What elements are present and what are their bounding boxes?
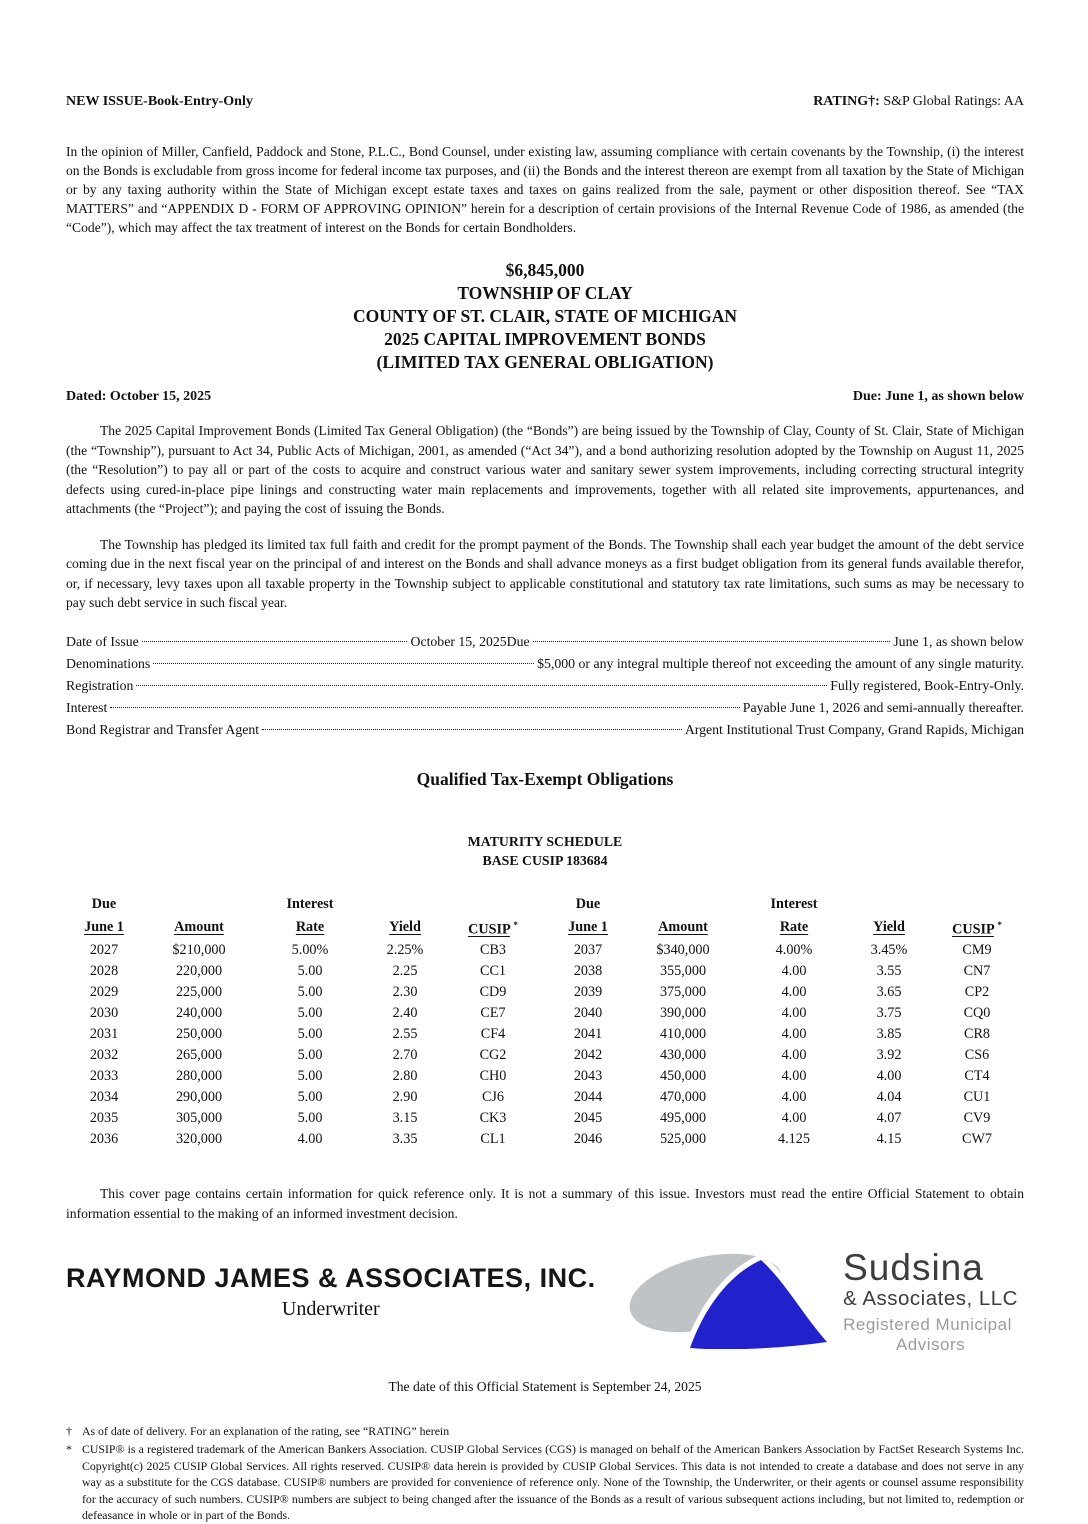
maturity-cusip: CT4 (964, 1068, 990, 1085)
maturity-yield: 3.85 (876, 1026, 902, 1043)
advisor-advisors: Advisors (895, 1334, 966, 1354)
maturity-year: 2045 (573, 1110, 603, 1127)
dot-leader (110, 707, 739, 708)
maturity-yield: 2.25 (392, 963, 418, 980)
col-amount: Amount (658, 918, 708, 935)
detail-label: Interest (66, 699, 108, 715)
maturity-table-left (68, 894, 538, 1151)
maturity-rate: 5.00 (297, 1089, 323, 1106)
maturity-amount: 410,000 (659, 1026, 707, 1043)
maturity-year: 2042 (573, 1047, 603, 1064)
col-due-june1: June 1 (84, 918, 124, 935)
col-interest-top: Interest (770, 895, 818, 912)
detail-label: Denominations (66, 655, 151, 671)
detail-rows (66, 653, 1024, 741)
detail-row (66, 697, 1024, 719)
maturity-cusip: CP2 (964, 984, 990, 1001)
col-amount: Amount (174, 918, 224, 935)
maturity-amount: 265,000 (175, 1047, 223, 1064)
maturity-cusip: CK3 (479, 1110, 507, 1127)
issuer-name: TOWNSHIP OF CLAY (457, 283, 633, 303)
maturity-row (552, 1003, 1022, 1024)
maturity-year: 2044 (573, 1089, 603, 1106)
maturity-tables (66, 894, 1024, 1151)
maturity-cusip: CS6 (964, 1047, 990, 1064)
dagger-text: As of date of delivery. For an explanation of the rating, see “RATING” herein (82, 1423, 450, 1438)
maturity-year: 2039 (573, 984, 603, 1001)
maturity-row (552, 1129, 1022, 1150)
maturity-amount: 470,000 (659, 1089, 707, 1106)
footnotes-section (66, 1423, 1024, 1524)
maturity-cusip: CD9 (479, 984, 507, 1001)
maturity-row (552, 940, 1022, 961)
maturity-yield: 2.70 (392, 1047, 418, 1064)
maturity-rate: 4.125 (778, 1131, 810, 1148)
maturity-rate: 5.00 (297, 984, 323, 1001)
detail-row (66, 675, 1024, 697)
maturity-amount: 355,000 (659, 963, 707, 980)
maturity-cusip: CE7 (480, 1005, 506, 1022)
qualified-tax-exempt-heading: Qualified Tax-Exempt Obligations (416, 768, 674, 789)
maturity-year: 2041 (573, 1026, 603, 1043)
maturity-rate: 5.00 (297, 1068, 323, 1085)
maturity-year: 2030 (89, 1005, 119, 1022)
dated-due-row (66, 389, 1024, 405)
underwriter-advisor-row (66, 1249, 1024, 1353)
detail-value: Payable June 1, 2026 and semi-annually thereafter. (742, 699, 1024, 715)
maturity-cusip: CL1 (480, 1131, 506, 1148)
maturity-rate: 4.00 (297, 1131, 323, 1148)
maturity-amount: 390,000 (659, 1005, 707, 1022)
maturity-row (68, 1108, 538, 1129)
col-rate: Rate (779, 918, 809, 935)
maturity-year: 2043 (573, 1068, 603, 1085)
maturity-row (68, 1087, 538, 1108)
new-issue-label: NEW ISSUE-Book-Entry-Only (66, 94, 253, 109)
advisor-logo-block (628, 1249, 1024, 1353)
bond-counsel-opinion-paragraph: In the opinion of Miller, Canfield, Paddock and Stone, P.L.C., Bond Counsel, under existing law, assuming compliance with certain covenants by the Township, (i) the interest on the Bonds is excludable from gross income for federal income tax purposes, and (ii) the Bonds and the interest thereon are exempt from all taxation by the State of Michigan or by any taxing authority within the State of Michigan except estate taxes and taxes on gains realized from the sale, payment or other disposition thereof. See “TAX MATTERS” and “APPENDIX D - FORM OF APPROVING OPINION” herein for a description of certain provisions of the Internal Revenue Code of 1986, as amended (the “Code”), which may affect the tax treatment of interest on the Bonds for certain Bondholders. (66, 144, 1024, 235)
maturity-amount: 250,000 (175, 1026, 223, 1043)
issue-title-block (66, 259, 1024, 374)
maturity-row (552, 961, 1022, 982)
col-interest-top: Interest (286, 895, 334, 912)
detail-label: Bond Registrar and Transfer Agent (66, 721, 260, 737)
maturity-yield: 4.15 (876, 1131, 902, 1148)
col-cusip: CUSIP * (468, 919, 518, 938)
maturity-amount: 525,000 (659, 1131, 707, 1148)
maturity-rate: 5.00 (297, 1110, 323, 1127)
official-statement-date: The date of this Official Statement is September 24, 2025 (388, 1378, 702, 1394)
advisor-registered-municipal: Registered Municipal (843, 1314, 1012, 1334)
maturity-amount: 220,000 (175, 963, 223, 980)
maturity-rate: 4.00 (781, 1005, 807, 1022)
bonds-description-paragraph: The 2025 Capital Improvement Bonds (Limited Tax General Obligation) (the “Bonds”) are being issued by the Township of Clay, County of St. Clair, State of Michigan (the “Township”), pursuant to Act 34, Public Acts of Michigan, 2001, as amended (“Act 34”), and a bond authorizing resolution adopted by the Township on August 11, 2025 (the “Resolution”) to pay all or part of the costs to acquire and construct various water and sanitary sewer system improvements, including correcting structural integrity defects using cured-in-place pipe linings and constructing water main replacements and improvements, together with all related site improvements, appurtenances, and attachments (the “Project”); and paying the cost of issuing the Bonds. (66, 423, 1024, 516)
maturity-year: 2036 (89, 1131, 119, 1148)
maturity-amount: $210,000 (172, 942, 226, 959)
maturity-rate: 4.00 (781, 1068, 807, 1085)
maturity-yield: 3.15 (392, 1110, 418, 1127)
maturity-table-right-body (552, 940, 1022, 1150)
maturity-amount: 320,000 (175, 1131, 223, 1148)
underwriter-role: Underwriter (281, 1298, 380, 1321)
underwriter-block (66, 1249, 596, 1321)
maturity-year: 2035 (89, 1110, 119, 1127)
maturity-rate: 5.00 (297, 1026, 323, 1043)
advisor-logo-text (843, 1249, 1018, 1353)
maturity-year: 2033 (89, 1068, 119, 1085)
maturity-year: 2034 (89, 1089, 119, 1106)
footnote-dagger (66, 1423, 1024, 1440)
maturity-cusip: CM9 (962, 942, 992, 959)
maturity-schedule-heading (66, 832, 1024, 870)
maturity-rate: 4.00% (775, 942, 813, 959)
issue-details-list (66, 631, 1024, 741)
issue-amount: $6,845,000 (505, 260, 585, 280)
maturity-amount: 280,000 (175, 1068, 223, 1085)
maturity-rate: 4.00 (781, 1110, 807, 1127)
maturity-row (68, 961, 538, 982)
pledge-paragraph: The Township has pledged its limited tax full faith and credit for the prompt payment of the Bonds. The Township shall each year budget the amount of the debt service coming due in the next fiscal year on the principal of and interest on the Bonds and shall advance moneys as a first budget obligation from its general funds available therefor, or, if necessary, levy taxes upon all taxable property in the Township subject to applicable constitutional and statutory tax rate limitations, such sums as may be necessary to pay such debt service in such fiscal year. (66, 536, 1024, 610)
maturity-amount: 290,000 (175, 1089, 223, 1106)
dot-leader (142, 641, 408, 642)
maturity-row (68, 1045, 538, 1066)
rating-value: S&P Global Ratings: AA (879, 94, 1024, 109)
maturity-cusip: CF4 (480, 1026, 506, 1043)
maturity-cusip: CC1 (479, 963, 507, 980)
dated-label: Dated: October 15, 2025 (66, 389, 212, 404)
maturity-cusip: CU1 (963, 1089, 991, 1106)
advisor-name: Sudsina (843, 1247, 984, 1289)
detail-value: Fully registered, Book-Entry-Only. (830, 677, 1024, 693)
maturity-cusip: CG2 (479, 1047, 507, 1064)
maturity-cusip: CR8 (963, 1026, 991, 1043)
maturity-yield: 3.75 (876, 1005, 902, 1022)
issuer-county-state: COUNTY OF ST. CLAIR, STATE OF MICHIGAN (352, 306, 738, 326)
maturity-row (552, 1108, 1022, 1129)
maturity-rate: 4.00 (781, 963, 807, 980)
maturity-yield: 3.65 (876, 984, 902, 1001)
underwriter-name: RAYMOND JAMES & ASSOCIATES, INC. (66, 1263, 596, 1294)
maturity-amount: 375,000 (659, 984, 707, 1001)
cover-page-disclaimer: This cover page contains certain information for quick reference only. It is not a summary of this issue. Investors must read the entire Official Statement to obtain information essential to the making of an informed investment decision. (66, 1186, 1024, 1221)
base-cusip-title: BASE CUSIP 183684 (482, 852, 608, 868)
maturity-table-right-header (552, 894, 1022, 941)
maturity-year: 2038 (573, 963, 603, 980)
maturity-row (552, 1066, 1022, 1087)
maturity-cusip: CW7 (962, 1131, 992, 1148)
maturity-table-left-body (68, 940, 538, 1150)
detail-value: June 1, as shown below (893, 633, 1024, 649)
maturity-rate: 5.00 (297, 1047, 323, 1064)
bond-series-name: 2025 CAPITAL IMPROVEMENT BONDS (384, 329, 706, 349)
detail-value: October 15, 2025 (410, 633, 507, 649)
rating-label: RATING†: (813, 94, 880, 109)
maturity-yield: 2.80 (392, 1068, 418, 1085)
star-symbol: * (66, 1442, 72, 1457)
maturity-yield: 3.35 (392, 1131, 418, 1148)
maturity-yield: 4.04 (876, 1089, 902, 1106)
top-header-row (66, 94, 1024, 110)
maturity-rate: 4.00 (781, 1026, 807, 1043)
maturity-year: 2037 (573, 942, 603, 959)
maturity-yield: 2.90 (392, 1089, 418, 1106)
maturity-amount: 240,000 (175, 1005, 223, 1022)
maturity-rate: 4.00 (781, 1047, 807, 1064)
maturity-yield: 2.30 (392, 984, 418, 1001)
maturity-rate: 5.00% (291, 942, 329, 959)
maturity-row (552, 1045, 1022, 1066)
detail-row-date-of-issue-and-due (66, 631, 1024, 653)
maturity-yield: 2.25% (386, 942, 424, 959)
maturity-amount: 450,000 (659, 1068, 707, 1085)
advisor-llc: & Associates, LLC (843, 1287, 1018, 1311)
col-due-top: Due (575, 895, 601, 912)
maturity-row (552, 982, 1022, 1003)
maturity-rate: 5.00 (297, 1005, 323, 1022)
col-due-top: Due (91, 895, 117, 912)
maturity-amount: 495,000 (659, 1110, 707, 1127)
detail-value: $5,000 or any integral multiple thereof not exceeding the amount of any single maturity. (537, 655, 1024, 671)
maturity-row (68, 1003, 538, 1024)
detail-row (66, 719, 1024, 741)
detail-row (66, 653, 1024, 675)
maturity-year: 2028 (89, 963, 119, 980)
maturity-yield: 2.55 (392, 1026, 418, 1043)
maturity-yield: 3.92 (876, 1047, 902, 1064)
maturity-year: 2040 (573, 1005, 603, 1022)
maturity-yield: 4.07 (876, 1110, 902, 1127)
maturity-cusip: CQ0 (963, 1005, 991, 1022)
rating-line (813, 94, 1024, 110)
maturity-amount: 305,000 (175, 1110, 223, 1127)
detail-label: Date of Issue (66, 633, 139, 649)
due-label: Due: June 1, as shown below (852, 389, 1024, 404)
col-due-june1: June 1 (568, 918, 608, 935)
maturity-year: 2031 (89, 1026, 119, 1043)
cusip-footnote-marker: * (513, 919, 518, 930)
maturity-row (552, 1024, 1022, 1045)
maturity-amount: 225,000 (175, 984, 223, 1001)
maturity-yield: 3.55 (876, 963, 902, 980)
maturity-rate: 4.00 (781, 984, 807, 1001)
maturity-table-right (552, 894, 1022, 1151)
dagger-symbol: † (66, 1423, 72, 1438)
maturity-yield: 3.45% (870, 942, 908, 959)
footnote-star (66, 1441, 1024, 1524)
detail-label: Registration (66, 677, 134, 693)
detail-date-of-issue (66, 631, 507, 653)
maturity-yield: 2.40 (392, 1005, 418, 1022)
maturity-amount: $340,000 (656, 942, 710, 959)
maturity-rate: 5.00 (297, 963, 323, 980)
maturity-cusip: CN7 (963, 963, 991, 980)
maturity-schedule-title: MATURITY SCHEDULE (467, 833, 623, 849)
maturity-cusip: CV9 (963, 1110, 991, 1127)
dot-leader (136, 685, 827, 686)
sudsina-swoosh-logo-icon (628, 1249, 833, 1349)
maturity-rate: 4.00 (781, 1089, 807, 1106)
maturity-cusip: CB3 (479, 942, 507, 959)
dot-leader (533, 641, 891, 642)
col-yield: Yield (389, 918, 421, 935)
maturity-year: 2027 (89, 942, 119, 959)
col-yield: Yield (873, 918, 905, 935)
detail-label: Due (506, 633, 530, 649)
dot-leader (153, 663, 534, 664)
bond-obligation-type: (LIMITED TAX GENERAL OBLIGATION) (376, 352, 714, 372)
col-rate: Rate (295, 918, 325, 935)
maturity-row (68, 1066, 538, 1087)
maturity-year: 2029 (89, 984, 119, 1001)
maturity-table-left-header (68, 894, 538, 941)
maturity-row (68, 1024, 538, 1045)
maturity-row (68, 940, 538, 961)
detail-value: Argent Institutional Trust Company, Grand Rapids, Michigan (684, 721, 1024, 737)
maturity-row (68, 1129, 538, 1150)
detail-due (507, 631, 1024, 653)
maturity-yield: 4.00 (876, 1068, 902, 1085)
maturity-year: 2046 (573, 1131, 603, 1148)
maturity-row (552, 1087, 1022, 1108)
maturity-cusip: CJ6 (481, 1089, 505, 1106)
star-text: CUSIP® is a registered trademark of the American Bankers Association. CUSIP Global Services (CGS) is managed on behalf of the American Bankers Association by FactSet Research Systems Inc. Copyright(c) 2025 CUSIP Global Services. All rights reserved. CUSIP® data herein is provided by CUSIP Global Services. This data is not intended to create a database and does not serve in any way as a substitute for the CGS database. CUSIP® numbers are provided for convenience of reference only. None of the Township, the Underwriter, or their agents or counsel assume responsibility for the accuracy of such numbers. CUSIP® numbers are subject to being changed after the issuance of the Bonds as a result of various subsequent actions including, but not limited to, redemption or defeasance in whole or in part of the Bonds. (82, 1442, 1024, 1523)
maturity-row (68, 982, 538, 1003)
col-cusip: CUSIP * (952, 919, 1002, 938)
maturity-amount: 430,000 (659, 1047, 707, 1064)
cusip-footnote-marker: * (997, 919, 1002, 930)
dot-leader (262, 729, 682, 730)
maturity-cusip: CH0 (479, 1068, 507, 1085)
maturity-year: 2032 (89, 1047, 119, 1064)
